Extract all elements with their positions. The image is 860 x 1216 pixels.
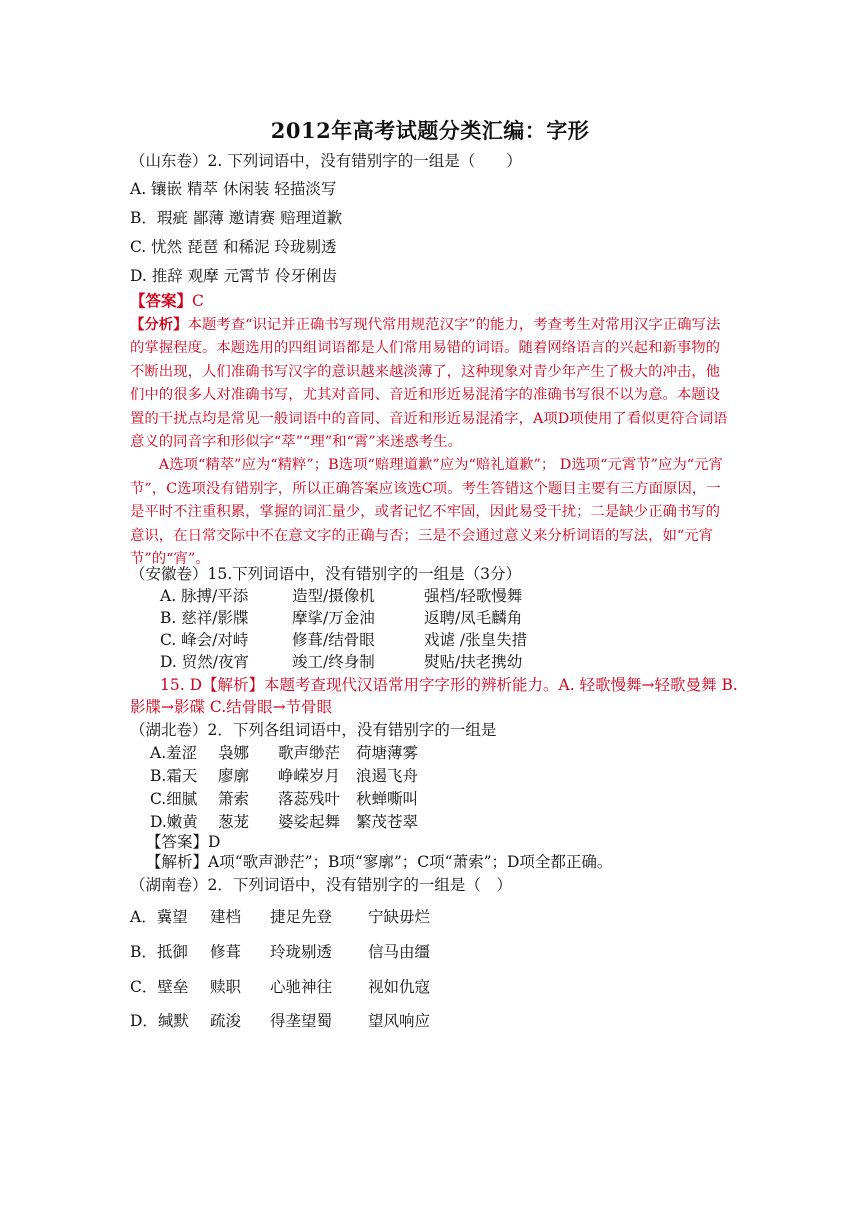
hubei-cell: A.羞涩: [150, 744, 198, 762]
anhui-row-a: [160, 585, 522, 607]
shandong-answer: [130, 290, 204, 312]
anhui-cell: 熨贴/扶老携幼: [424, 653, 523, 671]
hunan-cell: 玲珑剔透: [270, 943, 333, 961]
hunan-row-b: [130, 941, 430, 963]
hubei-cell: C.细腻: [150, 790, 198, 808]
anhui-analysis-line-2: 影牒→影碟 C.结骨眼→节骨眼: [130, 698, 333, 716]
shandong-option-d: D. 推辞 观摩 元霄节 伶牙俐齿: [130, 267, 338, 285]
hunan-cell: 宁缺毋烂: [368, 908, 431, 926]
hunan-question: （湖南卷）2．下列词语中，没有错别字的一组是（ ）: [130, 876, 512, 894]
anhui-cell: 摩挲/万金油: [292, 609, 375, 627]
hubei-cell: 繁茂苍翠: [356, 813, 419, 831]
hunan-cell: 视如仇寇: [368, 978, 431, 996]
hubei-cell: 廖廓: [218, 767, 250, 785]
anhui-row-b: [160, 607, 522, 629]
anhui-cell: 戏谑 /张皇失措: [424, 631, 528, 649]
analysis-text-2: A选项“精萃”应为“精粹”；B选项“赔理道歉”应为“赔礼道歉”； D选项“元霄节”应为“元宵节”，C选项没有错别字，所以正确答案应该选C项。考生答错这个题目主要有三方面原因，一是平时不注重积累，掌握的词汇量少，或者记忆不牢固，因此易受干扰；二是缺少正确书写的意识，在日常交际中不在意文字的正确与否；三是不会通过意义来分析词语的写法，如“元宵节”的“宵”。: [130, 457, 723, 568]
analysis-label: 【分析】: [130, 316, 188, 333]
analysis-text: 本题考查“识记并正确书写现代常用规范汉字”的能力，考查考生对常用汉字正确写法的掌握程度。本题选用的四组词语都是人们常用易错的词语。随着网络语言的兴起和新事物的不断出现，人们准确书写汉字的意识越来越淡薄了，这种现象对青少年产生了极大的冲击，他们中的很多人对准确书写，尤其对音同、音近和形近易混淆字的准确书写很不以为意。本题设置的干扰点均是常见一般词语中的音同、音近和形近易混淆字，A项D项使用了看似更符合词语意义的同音字和形似字“萃”“理”和“霄”来迷惑考生。: [130, 317, 728, 451]
hunan-row-a: [130, 906, 430, 928]
hunan-row-c: [130, 976, 430, 998]
answer-value: C: [192, 292, 204, 310]
hubei-cell: 荷塘薄雾: [356, 744, 419, 762]
hubei-row-c: [150, 788, 418, 810]
hubei-row-a: [150, 742, 418, 764]
hunan-cell: C．壁垒: [130, 978, 189, 996]
hubei-cell: 秋蝉嘶叫: [356, 790, 419, 808]
shandong-analysis: [130, 313, 730, 571]
anhui-row-d: [160, 651, 522, 673]
hunan-cell: 望风响应: [368, 1012, 431, 1030]
page-title: 2012年高考试题分类汇编：字形: [270, 118, 590, 143]
shandong-option-a: A. 镶嵌 精萃 休闲装 轻描淡写: [130, 180, 337, 198]
hunan-cell: 信马由缰: [368, 943, 431, 961]
hunan-cell: 得垄望蜀: [270, 1012, 333, 1030]
hunan-cell: B．抵御: [130, 943, 188, 961]
shandong-question: （山东卷）2. 下列词语中，没有错别字的一组是（ ）: [130, 152, 522, 170]
hubei-row-b: [150, 765, 418, 787]
anhui-cell: 竣工/终身制: [292, 653, 375, 671]
hunan-cell: 修葺: [210, 943, 242, 961]
hunan-cell: 捷足先登: [270, 908, 333, 926]
hubei-cell: 袅娜: [218, 744, 250, 762]
hunan-cell: 建档: [210, 908, 242, 926]
anhui-cell: 造型/摄像机: [292, 587, 375, 605]
hubei-cell: 峥嵘岁月: [278, 767, 341, 785]
hunan-cell: A．冀望: [130, 908, 188, 926]
anhui-cell: 修葺/结骨眼: [292, 631, 375, 649]
hubei-question: （湖北卷）2．下列各组词语中，没有错别字的一组是: [130, 721, 497, 739]
hunan-row-d: [130, 1010, 430, 1032]
hubei-cell: D.嫩黄: [150, 813, 198, 831]
anhui-question: （安徽卷）15.下列词语中，没有错别字的一组是（3分）: [130, 565, 522, 583]
hunan-cell: 赎职: [210, 978, 242, 996]
hubei-cell: B.霜天: [150, 767, 198, 785]
shandong-option-b: B．瑕疵 鄙薄 邀请赛 赔理道歉: [130, 209, 343, 227]
hubei-cell: 葱茏: [218, 813, 250, 831]
anhui-row-c: [160, 629, 527, 651]
hubei-cell: 婆娑起舞: [278, 813, 341, 831]
anhui-cell: 强档/轻歌慢舞: [424, 587, 523, 605]
hubei-cell: 箫索: [218, 790, 250, 808]
anhui-cell: D. 贸然/夜宵: [160, 653, 249, 671]
anhui-cell: A. 脉搏/平添: [160, 587, 249, 605]
hunan-cell: 心驰神往: [270, 978, 333, 996]
shandong-option-c: C. 忧然 琵琶 和稀泥 玲珑剔透: [130, 238, 337, 256]
hubei-cell: 浪遏飞舟: [356, 767, 419, 785]
hubei-cell: 歌声缈茫: [278, 744, 341, 762]
hubei-analysis: 【解析】A项“歌声渺茫”；B项“寥廓”；C项“萧索”；D项全都正确。: [146, 853, 613, 871]
anhui-analysis-line-1: 15. D【解析】本题考查现代汉语常用字字形的辨析能力。A. 轻歌慢舞→轻歌曼舞 B.: [160, 676, 738, 694]
hubei-row-d: [150, 811, 418, 833]
hubei-cell: 落蕊残叶: [278, 790, 341, 808]
anhui-cell: B. 慈祥/影牒: [160, 609, 249, 627]
hubei-answer: 【答案】D: [146, 833, 221, 851]
hunan-cell: 疏浚: [210, 1012, 242, 1030]
answer-label: 【答案】: [130, 291, 193, 310]
hunan-cell: D．缄默: [130, 1012, 189, 1030]
anhui-cell: 返聘/凤毛麟角: [424, 609, 523, 627]
anhui-cell: C. 峰会/对峙: [160, 631, 249, 649]
